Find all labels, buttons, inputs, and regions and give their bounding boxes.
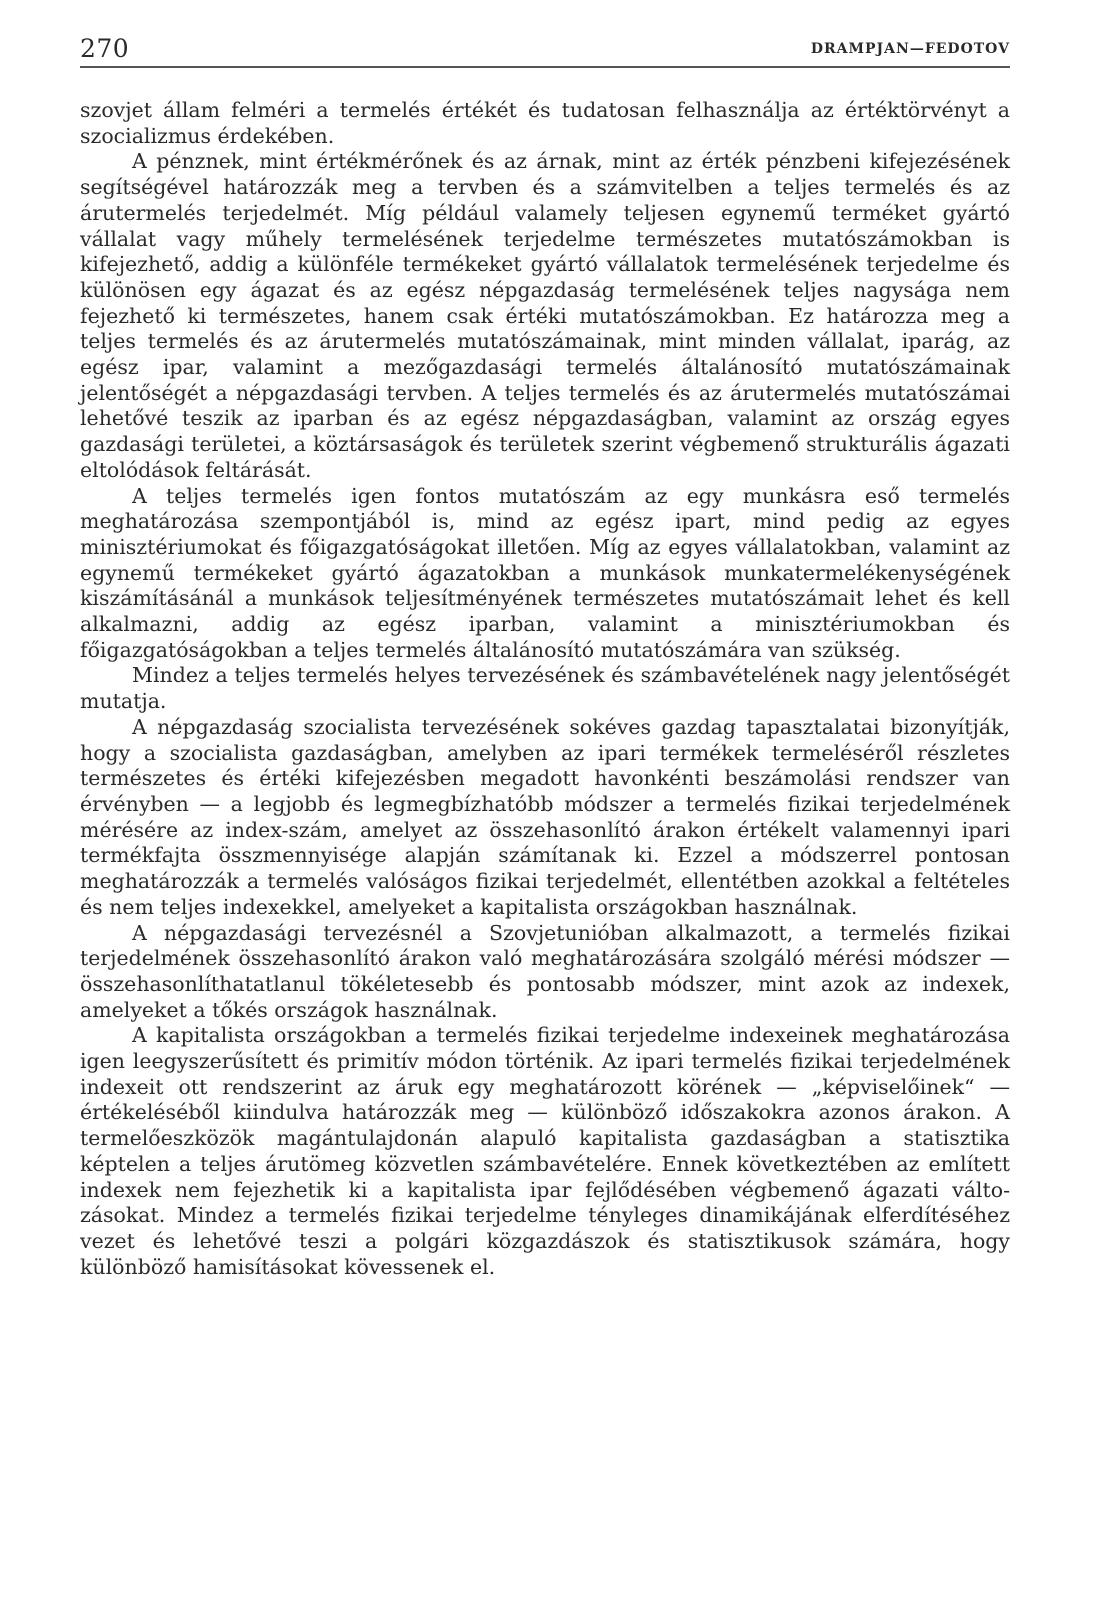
page-number: 270 <box>80 34 130 63</box>
paragraph: A teljes termelés igen fontos mutatószám az egy munkásra eső termelés meghatározása szempontjából is, mind az egész ipart, mind pedig az egyes minisztériumokat és főigazgatóságokat illetően. Míg az egyes vállalatokban, valamint az egynemű termékeket gyártó ágazatokban a munkások munkatermelékenységének kiszámításánál a munkások teljesítményének természetes mutatószámait lehet és kell alkalmazni, addig az egész iparban, valamint a minisztériumokban és főigazgatóságokban a teljes termelés általánosító mutatószámára van szükség. <box>80 483 1010 662</box>
paragraph: A népgazdaság szocialista tervezésének sokéves gazdag tapasztalatai bizonyítják, hogy a szocialista gazdaságban, amelyben az ipari termékek termeléséről részletes természetes és értéki kifejezésben megadott havonkénti beszámolási rendszer van érvényben — a legjobb és legmegbízhatóbb módszer a termelés fizikai terjedelmének mérésére az index-szám, amelyet az összehasonlító árakon értékelt valamennyi ipari termékfajta összmennyisége alapján számítanak ki. Ezzel a módszerrel pontosan meghatározzák a termelés valóságos fizikai terjedelmét, ellentétben azokkal a feltételes és nem teljes indexekkel, amelyeket a kapitalista országokban használnak. <box>80 714 1010 919</box>
book-page <box>80 34 1010 1280</box>
paragraph: A pénznek, mint értékmérőnek és az árnak, mint az érték pénzbeni kifejezésének segítségével határozzák meg a tervben és a számvitelben a teljes termelés és az árutermelés terjedelmét. Míg például valamely teljesen egynemű terméket gyártó vállalat vagy műhely termelésének terjedelme természetes mutatószámokban is kifejezhető, addig a különféle termékeket gyártó vállalatok termelésének terjedelme és különösen egy ágazat és az egész népgazdaság termelésének teljes nagysága nem fejezhető ki természetes, hanem csak értéki mutatószámokban. Ez határozza meg a teljes termelés és az árutermelés mutatószámainak, mint minden vállalat, iparág, az egész ipar, valamint a mezőgazdasági termelés általánosító mutatószámainak jelentőségét a népgazdasági tervben. A teljes termelés és az árutermelés mutatószámai lehetővé teszik az iparban és az egész népgazdaságban, valamint az ország egyes gazdasági területei, a köztársaságok és területek szerint végbemenő strukturális ágazati eltolódások feltárását. <box>80 149 1010 482</box>
paragraph: A kapitalista országokban a termelés fizikai terjedelme indexeinek meghatározása igen leegyszerűsített és primitív módon történik. Az ipari termelés fizikai terjedelmének indexeit ott rendszerint az áruk egy meghatározott körének — „képviselőinek“ — értékeléséből kiindulva határozzák meg — különböző időszakokra azonos árakon. A termelőeszközök magántulajdonán alapuló kapitalista gazdaságban a statisztika képtelen a teljes árutömeg közvetlen számbavételére. Ennek következtében az említett indexek nem fejezhetik ki a kapitalista ipar fejlődésében végbemenő ágazati változásokat. Mindez a termelés fizikai terjedelme tényleges dinamikájának elferdítéséhez vezet és lehetővé teszi a polgári közgazdászok és statisztikusok számára, hogy különböző hamisításokat kövessenek el. <box>80 1023 1010 1279</box>
body-text <box>80 98 1010 1280</box>
paragraph-continuation: szovjet állam felméri a termelés értékét és tudatosan felhasználja az értéktörvényt a szocializmus érdekében. <box>80 98 1010 148</box>
paragraph: A népgazdasági tervezésnél a Szovjetunióban alkalmazott, a termelés fizikai terjedelmének összehasonlító árakon való meghatározására szolgáló mérési módszer — összehasonlíthatatlanul tökéletesebb és pontosabb módszer, mint azok az indexek, amelyeket a tőkés országok használnak. <box>80 920 1010 1022</box>
running-head <box>80 34 1010 68</box>
running-title: DRAMPJAN—FEDOTOV <box>810 41 1010 57</box>
paragraph: Mindez a teljes termelés helyes tervezésének és számbavételének nagy jelentőségét mutatja. <box>80 663 1010 714</box>
